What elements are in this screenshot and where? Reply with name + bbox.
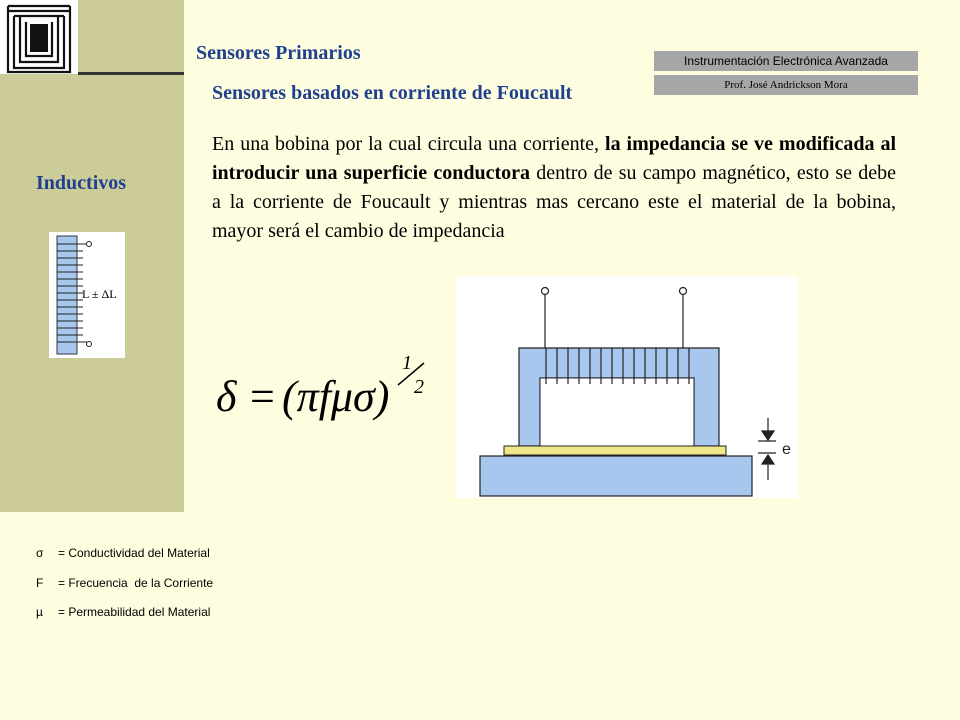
legend-symbol: F (36, 576, 44, 590)
sidebar-label: Inductivos (36, 172, 127, 194)
eddy-current-sensor-figure (456, 276, 798, 498)
institution-logo (0, 0, 78, 74)
course-name: Instrumentación Electrónica Avanzada (654, 51, 918, 71)
professor-name: Prof. José Andrickson Mora (654, 75, 918, 95)
slide-subtitle: Sensores basados en corriente de Foucault (212, 82, 573, 104)
inductor-coil-figure (49, 232, 125, 358)
legend-symbol: σ (36, 546, 44, 560)
header-rule (78, 72, 184, 75)
body-text-bold: la impedancia se ve modificada al introducir una superficie conductora (212, 133, 896, 184)
formula-exp-den: 2 (414, 376, 424, 398)
legend-row (36, 605, 210, 619)
section-title: Sensores Primarios (196, 42, 361, 64)
formula-equals: = (250, 372, 275, 421)
legend-text: = Conductividad del Material (58, 546, 210, 560)
legend-row (36, 576, 213, 590)
formula-exp-num: 1 (402, 352, 412, 374)
skin-depth-formula (212, 345, 452, 435)
legend-text: = Frecuencia de la Corriente (58, 576, 214, 590)
logo-icon (0, 0, 78, 74)
formula-lhs: δ (216, 372, 237, 421)
legend-text: = Permeabilidad del Material (58, 605, 211, 619)
legend-symbol: µ (36, 605, 43, 619)
coil-label: L ± ΔL (82, 287, 117, 301)
legend-row (36, 546, 210, 560)
gap-label: e (782, 441, 791, 458)
body-text-part-1: En una bobina por la cual circula una corriente, (212, 133, 606, 155)
body-paragraph (212, 130, 896, 246)
formula-rhs: (πfμσ) (282, 372, 390, 421)
body-text-part-2: dentro de su campo magnético, esto se debe a la corriente de Foucault y mientras mas cercano este el material de la bobina, mayor será el cambio de impedancia (212, 162, 896, 242)
